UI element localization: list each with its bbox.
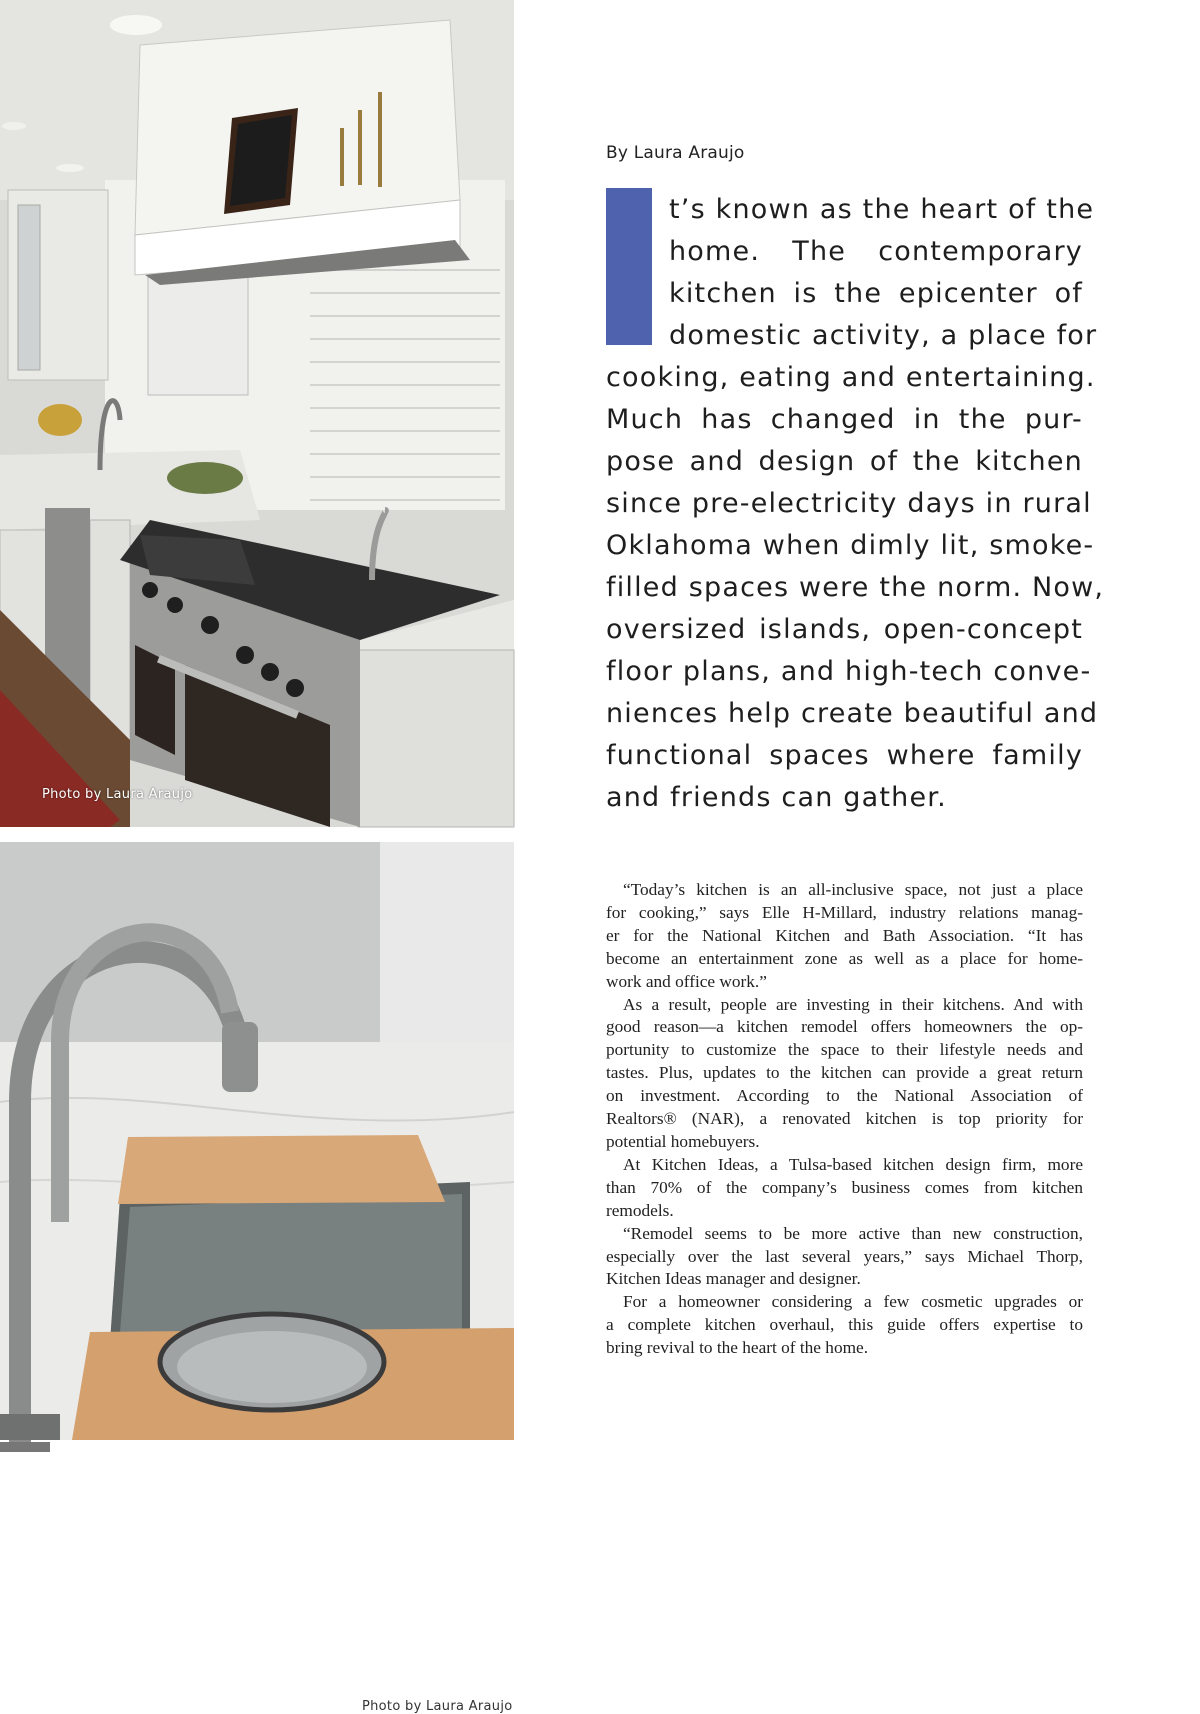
faucet-sink-photo	[0, 842, 514, 1714]
body-line: than 70% of the company’s business comes from kitchen	[606, 1177, 1083, 1197]
body-line: especially over the last several years,” says Michael Thorp,	[606, 1246, 1083, 1266]
photo-credit-top: Photo by Laura Araujo	[42, 787, 193, 802]
body-line: For a homeowner considering a few cosmetic upgrades or	[623, 1292, 1083, 1312]
photo-credit-bottom: Photo by Laura Araujo	[362, 1699, 513, 1714]
body-line: Realtors® (NAR), a renovated kitchen is top priority for	[606, 1109, 1083, 1129]
body-line: tastes. Plus, updates to the kitchen can provide a great return	[606, 1063, 1083, 1083]
body-line: bring revival to the heart of the home.	[606, 1338, 869, 1358]
lede-line: Much has changed in the pur-	[606, 404, 1083, 435]
lede-line: kitchen is the epicenter of	[669, 278, 1083, 309]
faucet-sink-illustration	[0, 842, 514, 1440]
lede-line: and friends can gather.	[606, 782, 947, 813]
lede-line: domestic activity, a place for	[669, 320, 1098, 351]
lede-line: filled spaces were the norm. Now,	[606, 572, 1105, 603]
lede-line: since pre-electricity days in rural	[606, 488, 1092, 519]
lede-line: cooking, eating and entertaining.	[606, 362, 1096, 393]
lede-line: home. The contemporary	[669, 236, 1083, 267]
byline: By Laura Araujo	[606, 143, 745, 163]
body-line: work and office work.”	[606, 971, 767, 991]
body-line: become an entertainment zone as well as a place for home-	[606, 948, 1083, 968]
body-line: good reason—a kitchen remodel offers homeowners the op-	[606, 1017, 1083, 1037]
body-line: At Kitchen Ideas, a Tulsa-based kitchen design firm, more	[623, 1154, 1083, 1174]
body-line: As a result, people are investing in their kitchens. And with	[623, 994, 1083, 1014]
lede-line: functional spaces where family	[606, 740, 1083, 771]
body-line: “Today’s kitchen is an all-inclusive space, not just a place	[623, 880, 1083, 899]
kitchen-range-photo	[0, 0, 514, 827]
lede-line: pose and design of the kitchen	[606, 446, 1083, 477]
body-line: for cooking,” says Elle H-Millard, industry relations manag-	[606, 902, 1083, 922]
lede-line: t’s known as the heart of the	[669, 194, 1095, 225]
lede-line: floor plans, and high-tech conve-	[606, 656, 1092, 687]
lede-line: Oklahoma when dimly lit, smoke-	[606, 530, 1095, 561]
body-line: on investment. According to the National Association of	[606, 1086, 1083, 1106]
body-line: remodels.	[606, 1200, 674, 1220]
body-paragraphs	[606, 879, 1083, 1360]
lede-line: oversized islands, open-concept	[606, 614, 1083, 645]
lede-line: niences help create beautiful and	[606, 698, 1099, 729]
body-line: a complete kitchen overhaul, this guide offers expertise to	[606, 1315, 1083, 1335]
body-line: potential homebuyers.	[606, 1131, 760, 1151]
body-line: portunity to customize the space to their lifestyle needs and	[606, 1040, 1083, 1060]
body-line: Kitchen Ideas manager and designer.	[606, 1269, 861, 1289]
lede-paragraph	[606, 189, 1105, 819]
kitchen-range-illustration	[0, 0, 514, 827]
body-line: er for the National Kitchen and Bath Association. “It has	[606, 925, 1083, 945]
body-line: “Remodel seems to be more active than new construction,	[623, 1223, 1083, 1243]
